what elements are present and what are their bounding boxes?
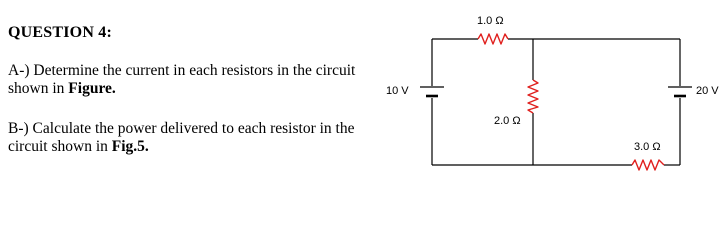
question-title: QUESTION 4:: [8, 24, 112, 41]
label-r-middle: 2.0 Ω: [494, 115, 521, 127]
resistor-middle: [528, 80, 538, 113]
part-a-text-line2: shown in: [8, 80, 69, 97]
label-v-left: 10 V: [386, 85, 409, 97]
part-b-text-line2: circuit shown in: [8, 138, 112, 155]
part-a-figure-ref: Figure.: [68, 80, 116, 97]
battery-left: [420, 87, 444, 96]
resistor-bottom: [632, 160, 664, 170]
label-r-top: 1.0 Ω: [477, 15, 504, 27]
part-a-label: A-): [8, 62, 30, 79]
part-b-text-line1: Calculate the power delivered to each resistor in the: [32, 120, 355, 137]
part-b-label: B-): [8, 120, 29, 137]
part-a-text-line1: Determine the current in each resistors in the circuit: [33, 62, 356, 79]
label-r-bottom: 3.0 Ω: [634, 141, 661, 153]
part-b-figure-ref: Fig.5.: [111, 138, 149, 155]
resistor-top: [478, 34, 508, 44]
label-v-right: 20 V: [696, 85, 719, 97]
battery-right: [668, 87, 692, 96]
